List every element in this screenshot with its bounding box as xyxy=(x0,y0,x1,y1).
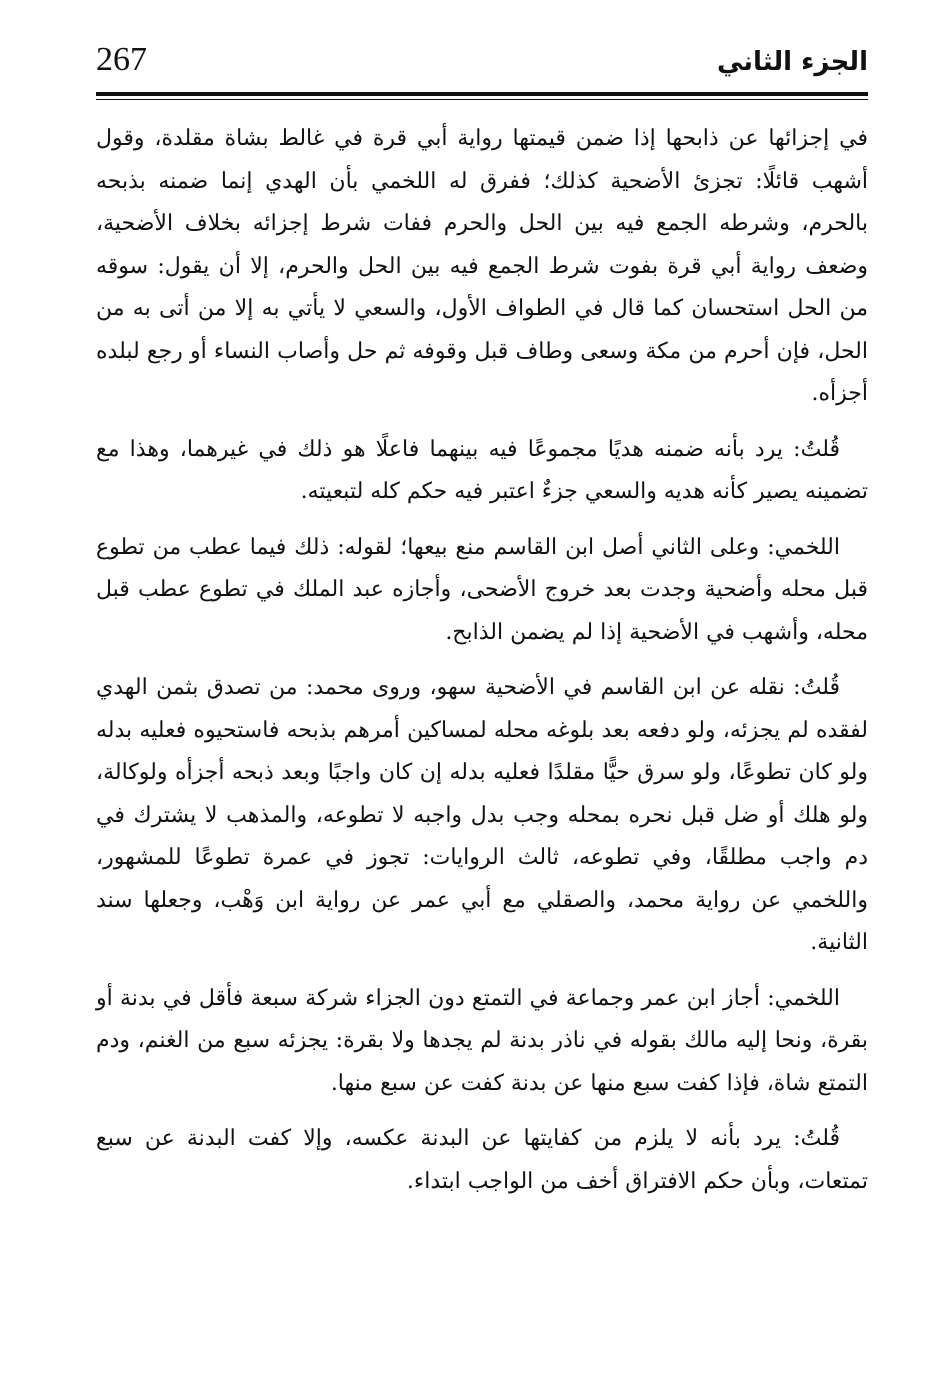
header-rule-thin xyxy=(96,99,868,100)
running-head: الجزء الثاني xyxy=(716,47,868,77)
body-text xyxy=(96,118,868,1216)
paragraph: اللخمي: أجاز ابن عمر وجماعة في التمتع دون الجزاء شركة سبعة فأقل في بدنة أو بقرة، ونحا إليه مالك بقوله في ناذر بدنة لم يجدها ولا بقرة: يجزئه سبع من الغنم، ودم التمتع شاة، فإذا كفت سبع منها عن بدنة كفت عن سبع منها. xyxy=(96,985,868,1096)
header-rule-thick xyxy=(96,92,868,96)
paragraph: في إجزائها عن ذابحها إذا ضمن قيمتها رواية أبي قرة في غالط بشاة مقلدة، وقول أشهب قائلًا: تجزئ الأضحية كذلك؛ ففرق له اللخمي بأن الهدي إنما ضمنه بذبحه بالحرم، وشرطه الجمع فيه بين الحل والحرم ففات شرط إجزائه بخلاف الأضحية، وضعف رواية أبي قرة بفوت شرط الجمع فيه بين الحل والحرم، إلا أن يقول: سوقه من الحل استحسان كما قال في الطواف الأول، والسعي لا يأتي به إلا من أتى به من الحل، فإن أحرم من مكة وسعى وطاف قبل وقوفه ثم حل وأصاب النساء أو رجع لبلده أجزأه. xyxy=(96,126,868,406)
paragraph: اللخمي: وعلى الثاني أصل ابن القاسم منع بيعها؛ لقوله: ذلك فيما عطب من تطوع قبل محله وأضحية وجدت بعد خروج الأضحى، وأجازه عبد الملك في تطوع عطب قبل محله، وأشهب في الأضحية إذا لم يضمن الذابح. xyxy=(96,534,868,645)
paragraph: قُلتُ: يرد بأنه ضمنه هديًا مجموعًا فيه بينهما فاعلًا هو ذلك في غيرهما، وهذا مع تضمينه يصير كأنه هديه والسعي جزءٌ اعتبر فيه حكم كله لتبعيته. xyxy=(96,436,868,504)
paragraph: قُلتُ: يرد بأنه لا يلزم من كفايتها عن البدنة عكسه، وإلا كفت البدنة عن سبع تمتعات، وبأن حكم الافتراق أخف من الواجب ابتداء. xyxy=(96,1126,868,1194)
page-header xyxy=(96,38,868,94)
paragraph: قُلتُ: نقله عن ابن القاسم في الأضحية سهو، وروى محمد: من تصدق بثمن الهدي لفقده لم يجزئه، ولو دفعه بعد بلوغه محله لمساكين أمرهم بذبحه فاستحيوه فعليه بدله ولو كان تطوعًا، ولو سرق حيًّا مقلدًا فعليه بدله إن كان واجبًا وبعد ذبحه أجزأه ولوكالة، ولو هلك أو ضل قبل نحره بمحله وجب بدل واجبه لا تطوعه، والمذهب لا يشترك في دم واجب مطلقًا، وفي تطوعه، ثالث الروايات: تجوز في عمرة تطوعًا للمشهور، واللخمي عن رواية محمد، والصقلي مع أبي عمر عن رواية ابن وَهْب، وجعلها سند الثانية. xyxy=(96,675,869,955)
page-number: 267 xyxy=(96,41,147,78)
